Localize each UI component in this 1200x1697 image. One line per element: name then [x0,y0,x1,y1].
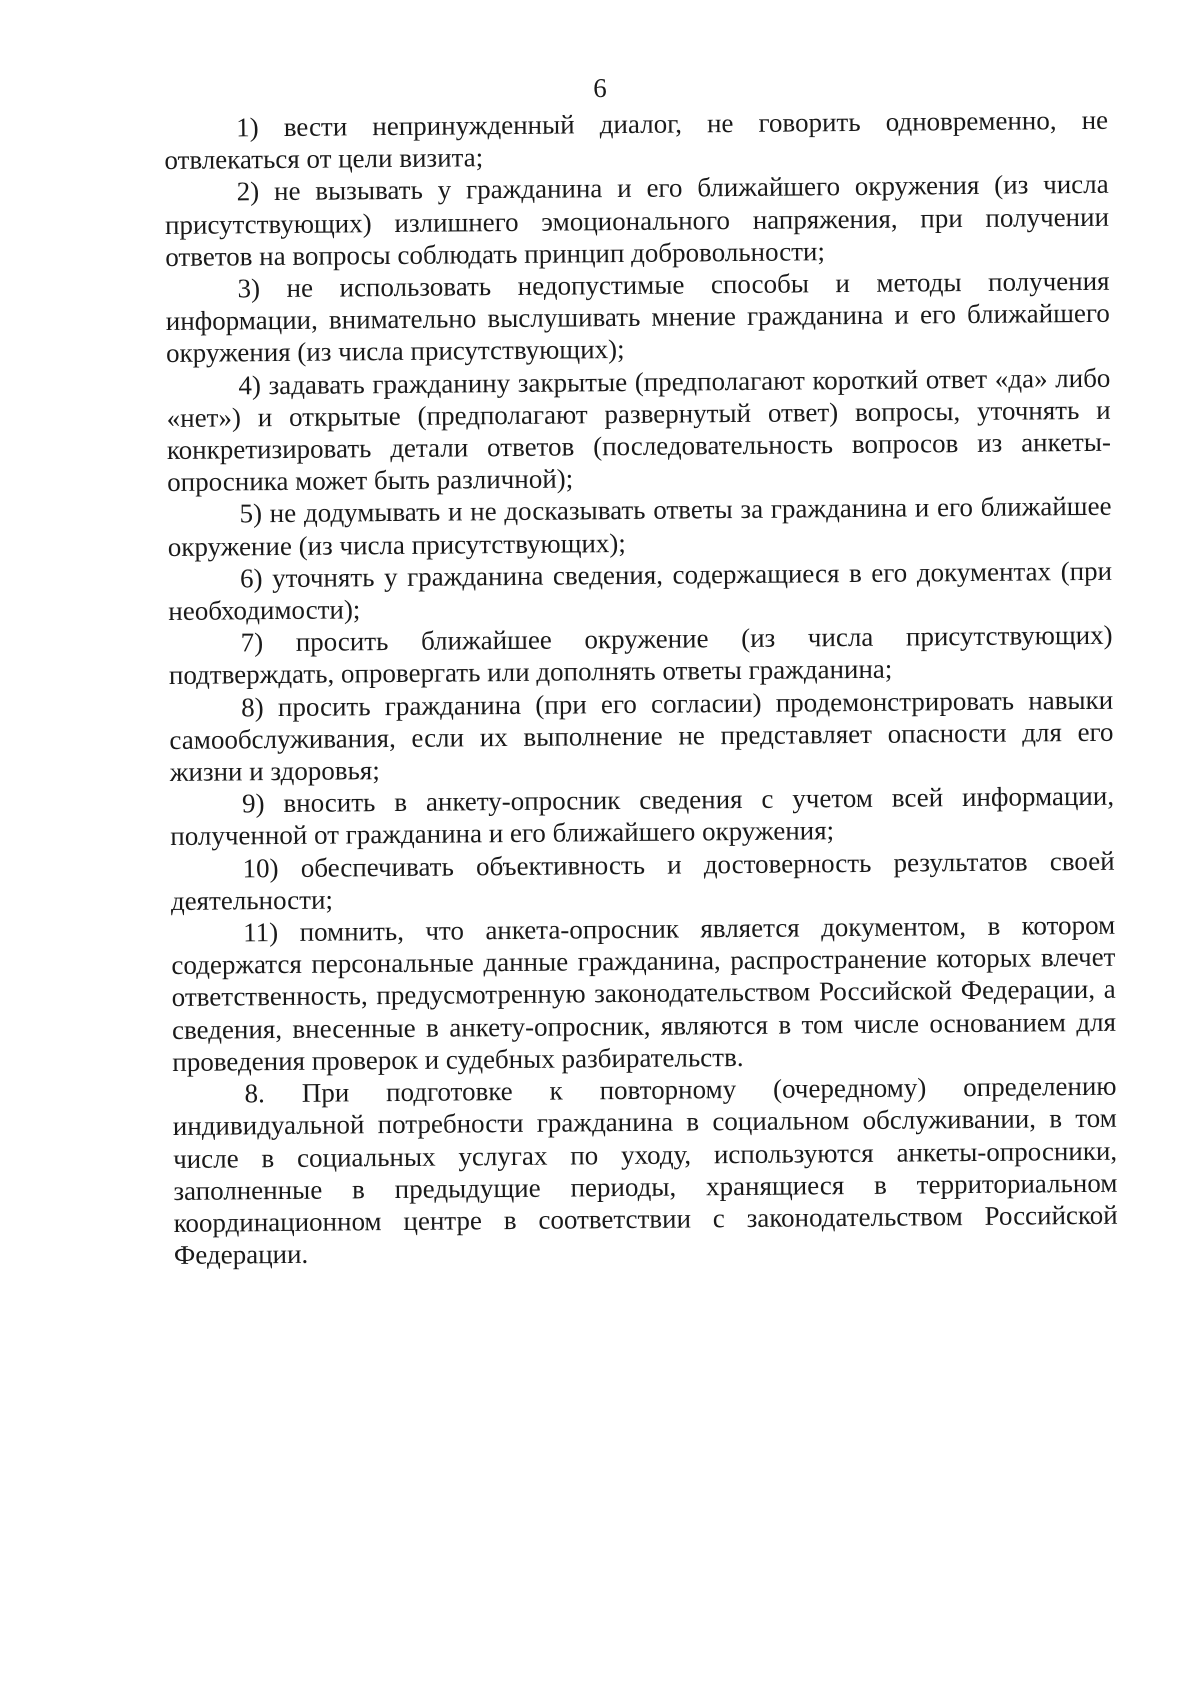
list-item-6: 6) уточнять у гражданина сведения, содержащиеся в его документах (при необходимости); [168,555,1113,627]
list-item-2: 2) не вызывать у гражданина и его ближайшего окружения (из числа присутствующих) излишнего эмоционального напряжения, при получении ответов на вопросы соблюдать принцип добровольности; [164,169,1110,272]
list-item-5: 5) не додумывать и не досказывать ответы за гражданина и его ближайшее окружение (из числа присутствующих); [167,491,1112,562]
document-body [164,104,1118,1272]
list-item-1: 1) вести непринужденный диалог, не говорить одновременно, не отвлекаться от цели визита; [164,104,1109,176]
list-item-10: 10) обеспечивать объективность и достоверность результатов своей деятельности; [170,845,1115,916]
list-item-3: 3) не использовать недопустимые способы и методы получения информации, внимательно выслушивать мнение гражданина и его ближайшего окружения (из числа присутствующих); [165,265,1110,369]
list-item-8: 8) просить гражданина (при его согласии) продемонстрировать навыки самообслуживания, если их выполнение не представляет опасности для его жизни и здоровья; [169,684,1114,788]
section-paragraph-8: 8. При подготовке к повторному (очередному) определению индивидуальной потребности гражданина в социальном обслуживании, в том числе в социальных услугах по уходу, используются анкеты-опросники, заполненные в предыдущие периоды, хранящиеся в территориальном координационном центре в соответствии с законодательством Российской Федерации. [172,1070,1118,1271]
list-item-7: 7) просить ближайшее окружение (из числа присутствующих) подтверждать, опровергать или дополнять ответы гражданина; [168,619,1113,691]
list-item-4: 4) задавать гражданину закрытые (предполагают короткий ответ «да» либо «нет») и открытые (предполагают развернутый ответ) вопросы, уточнять и конкретизировать детали ответов (последовательность вопросов из анкеты-опросника может быть различной); [166,362,1112,498]
list-item-9: 9) вносить в анкету-опросник сведения с учетом всей информации, полученной от гражданина и его ближайшего окружения; [170,781,1115,852]
page-number: 6 [593,73,607,103]
list-item-11: 11) помнить, что анкета-опросник является документом, в котором содержатся персональные данные гражданина, распространение которых влечет ответственность, предусмотренную законодательством Российской Федерации, а сведения, внесенные в анкету-опросник, являются в том числе основанием для проведения проверок и судебных разбирательств. [171,909,1117,1077]
